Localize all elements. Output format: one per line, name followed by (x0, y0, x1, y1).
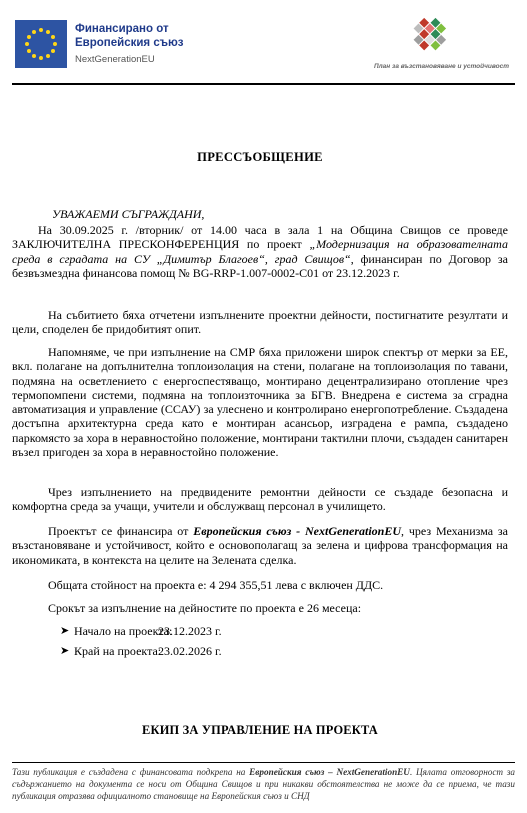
eu-funding-logo (15, 16, 184, 72)
team-signature: ЕКИП ЗА УПРАВЛЕНИЕ НА ПРОЕКТА (142, 723, 378, 737)
p5-text-a: Проектът се финансира от (48, 524, 194, 538)
footer-divider (12, 762, 515, 763)
paragraph-total-value: Общата стойност на проекта е: 4 294 355,51 лева с включен ДДС. (48, 578, 384, 592)
p1-text-b: , финансиран по Договор за безвъзмездна финансова помощ № BG-RRP-1.007-0002-C01 от 23.12.2023 г. (12, 251, 508, 280)
arrow-bullet-icon: ➤ (60, 645, 70, 657)
start-date: 23.12.2023 г. (158, 624, 222, 638)
project-name: „Модернизация на образователната среда в сградата на СУ „Димитър Благоев“, град Свищов“ (12, 237, 508, 266)
header-divider (12, 83, 515, 85)
disclaimer-footer (12, 766, 515, 802)
footer-text-c: . Цялата отговорност за съдържанието на документа се носи от Община Свищов и при никакви обстоятелства не може да се приема, че тази публикация отразява официалното становище на Европейския съюз и СНД (12, 767, 516, 801)
list-item (60, 624, 500, 644)
document-title: ПРЕССЪОБЩЕНИЕ (197, 150, 323, 164)
paragraph-duration: Срокът за изпълнение на дейностите по проекта е 26 месеца: (48, 601, 362, 615)
arrow-bullet-icon: ➤ (60, 625, 70, 637)
p5-text-c: , чрез Механизма за възстановяване и устойчивост, който е основополагащ за зелена и цифрова трансформация на икономиката, в контекста на целите на Зелената сделка. (12, 524, 508, 567)
eu-flag-icon (15, 20, 67, 68)
funding-source: Европейския съюз - NextGenerationEU (193, 524, 402, 538)
list-item (60, 644, 500, 664)
page-header (0, 0, 527, 80)
greeting: УВАЖАЕМИ СЪГРАЖДАНИ, (52, 207, 205, 221)
timeline-list (60, 624, 500, 664)
eu-logo-line1: Финансирано от (75, 22, 169, 35)
paragraph-funding (12, 524, 508, 567)
paragraph-measures: Напомняме, че при изпълнение на СМР бяха приложени широк спектър от мерки за ЕЕ, вкл. полагане на допълнителна топлоизолация на стени, полагане на топлоизолация по тавани, подмяна на осветлението с енергоспестяващо, монтирано децентрализирано отопление чрез термопомпени системи, подмяна на топлоизточника за БГВ. Внедрена е система за сградна автоматизация и управление (ССАУ) за улеснено и контролирано енергопотребление. Създадена достъпна архитектурна среда като е монтиран асансьор, изградена е рампа, създадено паркомясто за хора в неравностойно положение, монтирани тактилни плочи, създаден санитарен възел пригоден за хора в неравностойно положение. (12, 345, 508, 460)
paragraph-results: На събитието бяха отчетени изпълнените проектни дейности, постигнатите резултати и цели, споделен бе придобитият опит. (12, 308, 508, 337)
footer-funding-source: Европейския съюз – NextGenerationEU (249, 767, 410, 777)
recovery-plan-emblem-icon (405, 8, 449, 58)
recovery-plan-caption: План за възстановяване и устойчивост (373, 63, 509, 70)
end-label: Край на проекта: (74, 644, 162, 658)
paragraph-environment: Чрез изпълнението на предвидените ремонтни дейности се създаде безопасна и комфортна среда за учащи, учители и обслужващ персонал в училището. (12, 485, 508, 514)
eu-logo-line3: NextGenerationEU (75, 53, 155, 65)
p1-text-a: На 30.09.2025 г. /вторник/ от 14.00 часа в зала 1 на Община Свищов се проведе ЗАКЛЮЧИТЕЛНА ПРЕСКОНФЕРЕНЦИЯ по проект (12, 223, 508, 252)
footer-text-a: Тази публикация е създадена с финансовата подкрепа на (12, 767, 250, 777)
start-label: Начало на проекта: (74, 624, 173, 638)
eu-logo-line2: Европейския съюз (75, 36, 184, 49)
end-date: 23.02.2026 г. (158, 644, 222, 658)
paragraph-event (12, 223, 508, 280)
recovery-plan-logo (349, 6, 509, 76)
